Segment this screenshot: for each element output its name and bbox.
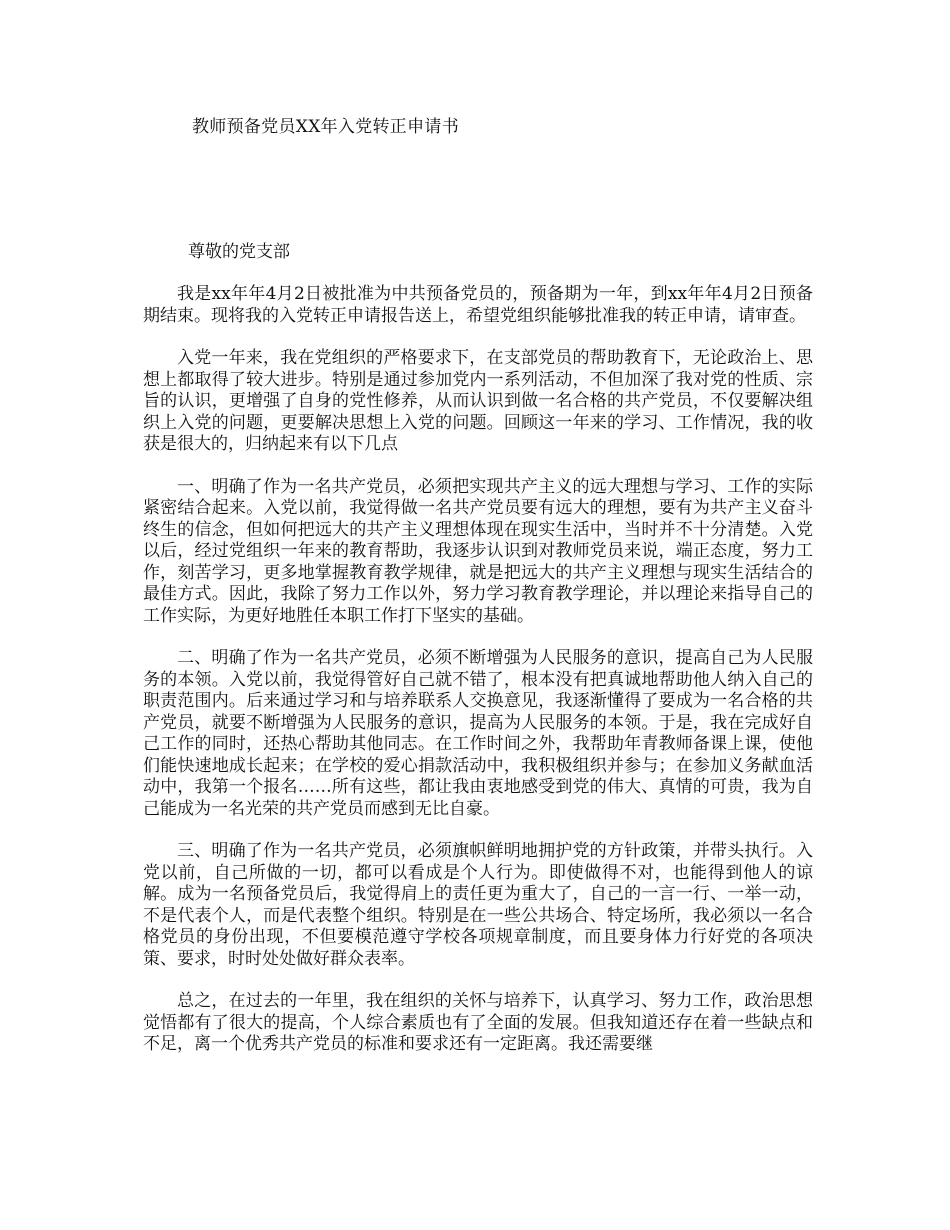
paragraph-point-2: 二、明确了作为一名共产党员，必须不断增强为人民服务的意识，提高自己为人民服务的本领。入党以前，我觉得管好自己就不错了，根本没有把真诚地帮助他人纳入自己的职责范围内。后来通过学习和与培养联系人交换意见，我逐渐懂得了要成为一名合格的共产党员，就要不断增强为人民服务的意识，提高为人民服务的本领。于是，我在完成好自己工作的同时，还热心帮助其他同志。在工作时间之外，我帮助年青教师备课上课，使他们能快速地成长起来；在学校的爱心捐款活动中，我积极组织并参与；在参加义务献血活动中，我第一个报名……所有这些，都让我由衷地感受到党的伟大、真情的可贵，我为自己能成为一名光荣的共产党员而感到无比自豪。: [143, 648, 813, 819]
paragraph-overview: 入党一年来，我在党组织的严格要求下，在支部党员的帮助教育下，无论政治上、思想上都取得了较大进步。特别是通过参加党内一系列活动，不但加深了我对党的性质、宗旨的认识，更增强了自身的党性修养，从而认识到做一名合格的共产党员，不仅要解决组织上入党的问题，更要解决思想上入党的问题。回顾这一年来的学习、工作情况，我的收获是很大的，归纳起来有以下几点: [143, 348, 813, 454]
paragraph-intro: 我是xx年年4月2日被批准为中共预备党员的，预备期为一年，到xx年年4月2日预备期结束。现将我的入党转正申请报告送上，希望党组织能够批准我的转正申请，请审查。: [143, 284, 813, 326]
document-body: [143, 284, 813, 1077]
paragraph-summary: 总之，在过去的一年里，我在组织的关怀与培养下，认真学习、努力工作，政治思想觉悟都有了很大的提高，个人综合素质也有了全面的发展。但我知道还存在着一些缺点和不足，离一个优秀共产党员的标准和要求还有一定距离。我还需要继: [143, 991, 813, 1054]
document-title: 教师预备党员XX年入党转正申请书: [192, 117, 460, 137]
paragraph-point-1: 一、明确了作为一名共产党员，必须把实现共产主义的远大理想与学习、工作的实际紧密结合起来。入党以前，我觉得做一名共产党员要有远大的理想，要有为共产主义奋斗终生的信念，但如何把远大的共产主义理想体现在现实生活中，当时并不十分清楚。入党以后，经过党组织一年来的教育帮助，我逐步认识到对教师党员来说，端正态度，努力工作，刻苦学习，更多地掌握教育教学规律，就是把远大的共产主义理想与现实生活结合的最佳方式。因此，我除了努力工作以外，努力学习教育教学理论，并以理论来指导自己的工作实际，为更好地胜任本职工作打下坚实的基础。: [143, 476, 813, 626]
paragraph-point-3: 三、明确了作为一名共产党员，必须旗帜鲜明地拥护党的方针政策，并带头执行。入党以前，自己所做的一切，都可以看成是个人行为。即使做得不对，也能得到他人的谅解。成为一名预备党员后，我觉得肩上的责任更为重大了，自己的一言一行、一举一动，不是代表个人，而是代表整个组织。特别是在一些公共场合、特定场所，我必须以一名合格党员的身份出现，不但要模范遵守学校各项规章制度，而且要身体力行好党的各项决策、要求，时时处处做好群众表率。: [143, 841, 813, 969]
salutation: 尊敬的党支部: [188, 242, 290, 262]
